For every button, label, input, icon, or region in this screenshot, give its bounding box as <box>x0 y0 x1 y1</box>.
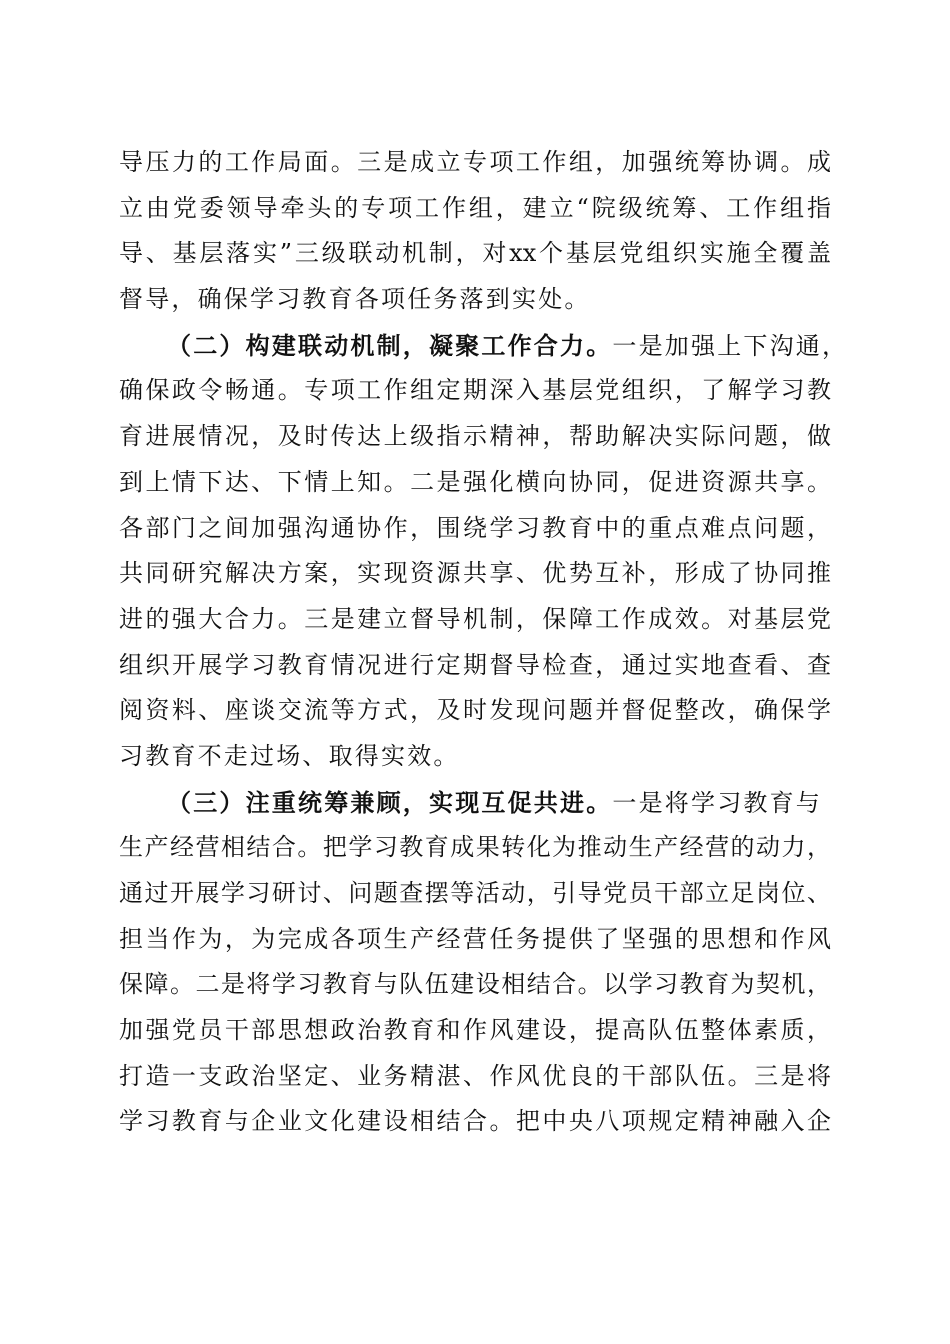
paragraph-first-line <box>119 780 831 826</box>
text-run: 一是加强上下沟通， <box>612 331 849 360</box>
paragraph-2 <box>119 323 849 780</box>
section-heading: （三）注重统筹兼顾，实现互促共进。 <box>167 787 613 817</box>
text-line: 各部门之间加强沟通协作，围绕学习教育中的重点难点问题， <box>119 513 831 542</box>
body-text <box>119 140 849 1145</box>
text-line: 习教育不走过场、取得实效。 <box>119 741 460 770</box>
text-line: 保障。二是将学习教育与队伍建设相结合。以学习教育为契机， <box>119 970 831 999</box>
text-line: 学习教育与企业文化建设相结合。把中央八项规定精神融入企 <box>119 1107 831 1136</box>
text-run: 一是将学习教育与 <box>612 788 823 817</box>
text-line: 担当作为，为完成各项生产经营任务提供了坚强的思想和作风 <box>119 924 831 953</box>
text-line: 育进展情况，及时传达上级指示精神，帮助解决实际问题，做 <box>119 422 831 451</box>
text-line: 打造一支政治坚定、业务精湛、作风优良的干部队伍。三是将 <box>119 1061 831 1090</box>
text-line: 通过开展学习研讨、问题查摆等活动，引导党员干部立足岗位、 <box>119 879 831 907</box>
paragraph-3 <box>119 780 831 1146</box>
text-line: 共同研究解决方案，实现资源共享、优势互补，形成了协同推 <box>119 559 831 588</box>
text-line: 组织开展学习教育情况进行定期督导检查，通过实地查看、查 <box>119 650 831 679</box>
text-line: 立由党委领导牵头的专项工作组，建立“院级统筹、工作组指 <box>119 193 831 222</box>
section-heading: （二）构建联动机制，凝聚工作合力。 <box>167 330 613 360</box>
text-line: 确保政令畅通。专项工作组定期深入基层党组织，了解学习教 <box>119 376 831 405</box>
text-line: 督导，确保学习教育各项任务落到实处。 <box>119 285 591 314</box>
paragraph-first-line <box>119 323 849 369</box>
text-line: 进的强大合力。三是建立督导机制，保障工作成效。对基层党 <box>119 604 831 633</box>
text-line: 到上情下达、下情上知。二是强化横向协同，促进资源共享。 <box>119 467 831 496</box>
text-line: 导压力的工作局面。三是成立专项工作组，加强统筹协调。成 <box>119 148 831 176</box>
paragraph-1 <box>119 140 831 323</box>
text-line: 导、基层落实”三级联动机制，对xx个基层党组织实施全覆盖 <box>119 239 831 268</box>
text-line: 加强党员干部思想政治教育和作风建设，提高队伍整体素质， <box>119 1016 831 1045</box>
text-line: 阅资料、座谈交流等方式，及时发现问题并督促整改，确保学 <box>119 696 831 725</box>
text-line: 生产经营相结合。把学习教育成果转化为推动生产经营的动力， <box>119 833 831 862</box>
